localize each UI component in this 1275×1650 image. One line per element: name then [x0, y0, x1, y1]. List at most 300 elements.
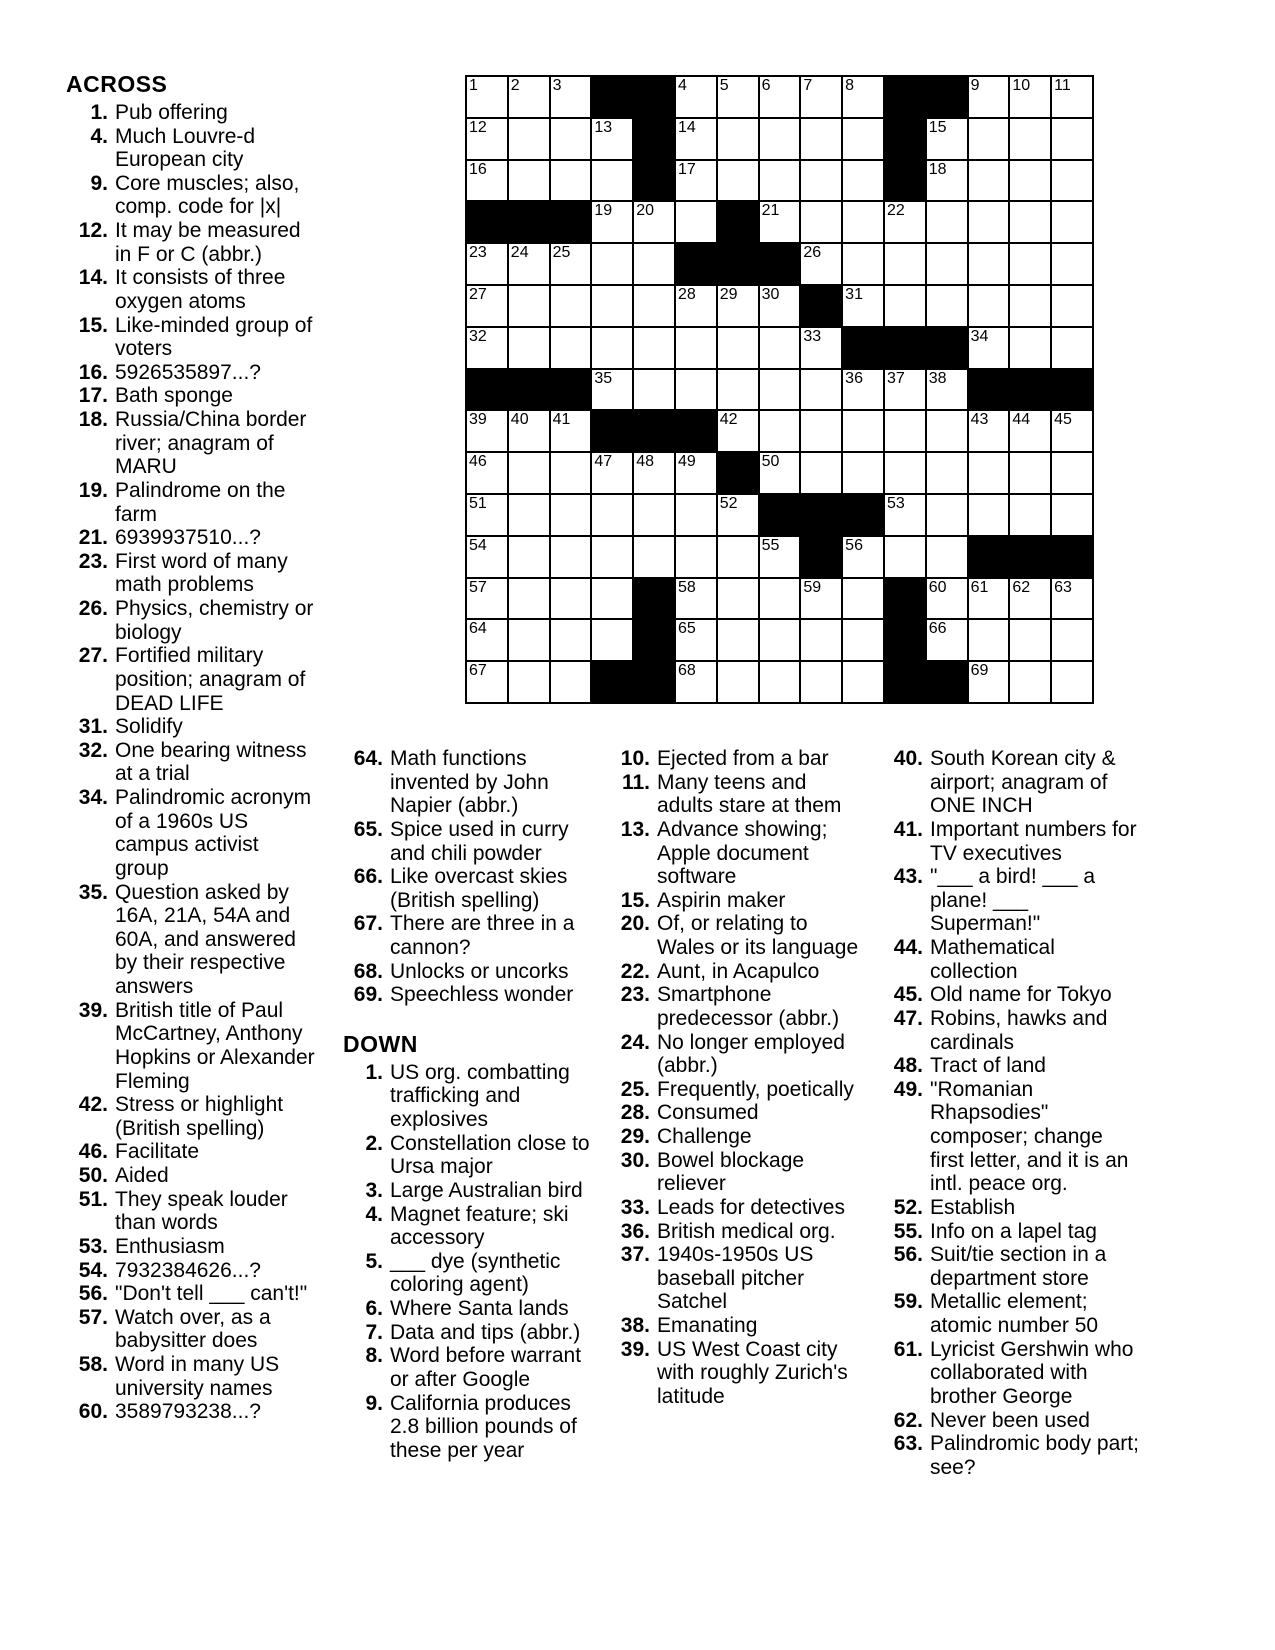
cell-r11c6[interactable]	[675, 494, 717, 536]
block-r7c12	[926, 327, 968, 369]
cell-r13c2[interactable]	[508, 578, 550, 620]
cell-number: 7	[803, 77, 813, 94]
cell-r10c3[interactable]	[550, 452, 592, 494]
cell-r6c3[interactable]	[550, 285, 592, 327]
cell-r15c13[interactable]	[968, 661, 1010, 703]
cell-r4c14[interactable]	[1009, 201, 1051, 243]
clue-text: Leads for detectives	[657, 1195, 845, 1219]
clue-number: 9.	[365, 1391, 383, 1415]
clue-text: Watch over, as a babysitter does	[115, 1305, 271, 1353]
clue-across-34	[66, 786, 318, 881]
clue-down-10	[610, 747, 862, 771]
cell-r3c15[interactable]	[1051, 160, 1093, 202]
cell-r8c5[interactable]	[633, 369, 675, 411]
cell-r13c4[interactable]	[591, 578, 633, 620]
cell-number: 54	[469, 536, 487, 554]
cell-r6c4[interactable]	[591, 285, 633, 327]
cell-r4c6[interactable]	[675, 201, 717, 243]
clue-number: 1.	[90, 100, 108, 124]
clue-text: 3589793238...?	[115, 1400, 261, 1424]
cell-r3c10[interactable]	[842, 160, 884, 202]
cell-r3c6[interactable]	[675, 160, 717, 202]
clue-text: Aunt, in Acapulco	[657, 959, 820, 983]
cell-r5c15[interactable]	[1051, 243, 1093, 285]
clue-number: 35.	[78, 880, 108, 904]
cell-r4c15[interactable]	[1051, 201, 1093, 243]
cell-r13c15[interactable]	[1051, 578, 1093, 620]
cell-r7c2[interactable]	[508, 327, 550, 369]
cell-r13c8[interactable]	[759, 578, 801, 620]
cell-r12c6[interactable]	[675, 536, 717, 578]
block-r1c4	[591, 76, 633, 118]
cell-r9c7[interactable]	[717, 410, 759, 452]
clue-number: 55.	[893, 1219, 923, 1243]
block-r3c5	[633, 160, 675, 202]
cell-r5c14[interactable]	[1009, 243, 1051, 285]
cell-r9c8[interactable]	[759, 410, 801, 452]
cell-r12c3[interactable]	[550, 536, 592, 578]
clue-text: Bath sponge	[115, 384, 233, 408]
cell-r13c12[interactable]	[926, 578, 968, 620]
cell-r5c10[interactable]	[842, 243, 884, 285]
cell-r15c10[interactable]	[842, 661, 884, 703]
cell-number: 9	[970, 77, 980, 94]
clue-text: Like-minded group of voters	[115, 313, 313, 361]
cell-r9c13[interactable]	[968, 410, 1010, 452]
cell-r3c9[interactable]	[800, 160, 842, 202]
clue-text: US org. combatting trafficking and explosives	[390, 1060, 570, 1131]
cell-r2c14[interactable]	[1009, 118, 1051, 160]
cell-number: 35	[594, 369, 613, 387]
cell-r4c9[interactable]	[800, 201, 842, 243]
clue-across-35	[66, 881, 318, 999]
clues-column-4	[883, 747, 1141, 1479]
cell-r3c3[interactable]	[550, 160, 592, 202]
cell-r14c3[interactable]	[550, 619, 592, 661]
cell-r9c15[interactable]	[1051, 410, 1093, 452]
cell-r2c10[interactable]	[842, 118, 884, 160]
clue-down-7	[343, 1321, 593, 1345]
cell-r11c3[interactable]	[550, 494, 592, 536]
cell-r14c6[interactable]	[675, 619, 717, 661]
cell-r9c9[interactable]	[800, 410, 842, 452]
cell-r5c5[interactable]	[633, 243, 675, 285]
cell-r15c7[interactable]	[717, 661, 759, 703]
block-r8c13	[968, 369, 1010, 411]
cell-r1c10[interactable]	[842, 76, 884, 118]
clue-text: They speak louder than words	[115, 1187, 288, 1235]
clue-number: 2.	[365, 1131, 383, 1155]
cell-r12c4[interactable]	[591, 536, 633, 578]
block-r5c6	[675, 243, 717, 285]
cell-number: 32	[469, 327, 487, 345]
cell-r7c8[interactable]	[759, 327, 801, 369]
cell-r4c12[interactable]	[926, 201, 968, 243]
cell-r10c6[interactable]	[675, 452, 717, 494]
clue-down-36	[610, 1220, 862, 1244]
cell-r11c7[interactable]	[717, 494, 759, 536]
cell-r3c1[interactable]	[466, 160, 508, 202]
cell-number: 64	[469, 620, 487, 638]
cell-r4c8[interactable]	[759, 201, 801, 243]
clue-number: 56.	[78, 1282, 108, 1306]
cell-r3c14[interactable]	[1009, 160, 1051, 202]
cell-r9c11[interactable]	[884, 410, 926, 452]
cell-r2c1[interactable]	[466, 118, 508, 160]
cell-r9c2[interactable]	[508, 410, 550, 452]
cell-r7c6[interactable]	[675, 327, 717, 369]
clue-across-23	[66, 550, 318, 597]
block-r2c11	[884, 118, 926, 160]
cell-r2c8[interactable]	[759, 118, 801, 160]
block-r13c11	[884, 578, 926, 620]
cell-r2c13[interactable]	[968, 118, 1010, 160]
cell-r1c7[interactable]	[717, 76, 759, 118]
cell-r2c9[interactable]	[800, 118, 842, 160]
cell-r12c10[interactable]	[842, 536, 884, 578]
cell-number: 13	[594, 118, 613, 136]
cell-number: 39	[469, 411, 487, 429]
cell-r3c2[interactable]	[508, 160, 550, 202]
clue-down-52	[883, 1196, 1141, 1220]
cell-number: 25	[552, 244, 571, 262]
cell-r15c15[interactable]	[1051, 661, 1093, 703]
cell-r10c8[interactable]	[759, 452, 801, 494]
cell-r11c1[interactable]	[466, 494, 508, 536]
cell-r5c4[interactable]	[591, 243, 633, 285]
cell-r13c14[interactable]	[1009, 578, 1051, 620]
crossword-grid	[465, 75, 1094, 704]
block-r11c8	[759, 494, 801, 536]
block-r8c15	[1051, 369, 1093, 411]
clue-text: Magnet feature; ski accessory	[390, 1202, 569, 1250]
cell-number: 45	[1054, 411, 1072, 429]
cell-r5c12[interactable]	[926, 243, 968, 285]
clue-text: Facilitate	[115, 1140, 200, 1164]
cell-r10c2[interactable]	[508, 452, 550, 494]
clue-text: Constellation close to Ursa major	[390, 1131, 590, 1179]
cell-r2c15[interactable]	[1051, 118, 1093, 160]
block-r1c11	[884, 76, 926, 118]
clue-number: 58.	[78, 1353, 108, 1376]
down-clues-list-2	[610, 747, 862, 1409]
cell-r5c11[interactable]	[884, 243, 926, 285]
cell-r7c1[interactable]	[466, 327, 508, 369]
clue-down-62	[883, 1409, 1141, 1433]
cell-r2c6[interactable]	[675, 118, 717, 160]
block-r8c3	[550, 369, 592, 411]
cell-r5c1[interactable]	[466, 243, 508, 285]
cell-r10c5[interactable]	[633, 452, 675, 494]
cell-r2c12[interactable]	[926, 118, 968, 160]
cell-r13c1[interactable]	[466, 578, 508, 620]
cell-r13c6[interactable]	[675, 578, 717, 620]
cell-number: 66	[928, 620, 947, 638]
block-r4c2	[508, 201, 550, 243]
cell-r4c10[interactable]	[842, 201, 884, 243]
cell-number: 27	[469, 285, 487, 303]
cell-r11c12[interactable]	[926, 494, 968, 536]
cell-r15c3[interactable]	[550, 661, 592, 703]
cell-r7c3[interactable]	[550, 327, 592, 369]
cell-r11c14[interactable]	[1009, 494, 1051, 536]
clue-down-3	[343, 1179, 593, 1203]
cell-r5c2[interactable]	[508, 243, 550, 285]
clue-down-4	[343, 1203, 593, 1250]
cell-r12c8[interactable]	[759, 536, 801, 578]
cell-r8c10[interactable]	[842, 369, 884, 411]
cell-number: 41	[552, 411, 571, 429]
cell-r11c11[interactable]	[884, 494, 926, 536]
cell-number: 34	[970, 327, 989, 345]
cell-r3c12[interactable]	[926, 160, 968, 202]
cell-number: 15	[928, 118, 947, 136]
block-r13c5	[633, 578, 675, 620]
block-r4c7	[717, 201, 759, 243]
cell-r2c3[interactable]	[550, 118, 592, 160]
cell-number: 46	[469, 453, 487, 471]
clue-down-55	[883, 1220, 1141, 1244]
cell-r15c1[interactable]	[466, 661, 508, 703]
clue-text: Palindromic acronym of a 1960s US campus activist group	[115, 786, 312, 880]
cell-r13c10[interactable]	[842, 578, 884, 620]
clue-down-20	[610, 912, 862, 959]
clue-text: Data and tips (abbr.)	[390, 1320, 581, 1344]
cell-r7c7[interactable]	[717, 327, 759, 369]
clue-text: Never been used	[930, 1408, 1090, 1432]
cell-r6c2[interactable]	[508, 285, 550, 327]
cell-number: 67	[469, 662, 487, 680]
cell-r8c11[interactable]	[884, 369, 926, 411]
cell-r8c4[interactable]	[591, 369, 633, 411]
cell-r7c9[interactable]	[800, 327, 842, 369]
cell-r6c7[interactable]	[717, 285, 759, 327]
clue-number: 20.	[620, 912, 650, 936]
cell-r3c8[interactable]	[759, 160, 801, 202]
cell-r1c8[interactable]	[759, 76, 801, 118]
cell-number: 17	[677, 160, 696, 178]
cell-r7c4[interactable]	[591, 327, 633, 369]
clue-down-33	[610, 1196, 862, 1220]
cell-r9c14[interactable]	[1009, 410, 1051, 452]
cell-r4c13[interactable]	[968, 201, 1010, 243]
cell-r1c1[interactable]	[466, 76, 508, 118]
clue-down-30	[610, 1149, 862, 1196]
cell-r1c9[interactable]	[800, 76, 842, 118]
cell-r6c8[interactable]	[759, 285, 801, 327]
clue-text: Russia/China border river; anagram of MARU	[115, 408, 307, 479]
clue-number: 14.	[78, 266, 108, 290]
clue-text: Many teens and adults stare at them	[657, 770, 842, 818]
cell-r1c13[interactable]	[968, 76, 1010, 118]
cell-number: 18	[928, 160, 947, 178]
cell-r10c4[interactable]	[591, 452, 633, 494]
cell-r6c13[interactable]	[968, 285, 1010, 327]
clue-text: Smartphone predecessor (abbr.)	[657, 983, 840, 1030]
clue-down-39	[610, 1338, 862, 1409]
cell-number: 1	[469, 77, 478, 94]
cell-r12c2[interactable]	[508, 536, 550, 578]
cell-r1c6[interactable]	[675, 76, 717, 118]
cell-r13c9[interactable]	[800, 578, 842, 620]
clue-text: Ejected from a bar	[657, 747, 829, 770]
cell-r10c14[interactable]	[1009, 452, 1051, 494]
cell-r7c5[interactable]	[633, 327, 675, 369]
cell-r10c15[interactable]	[1051, 452, 1093, 494]
clue-number: 46.	[78, 1140, 108, 1164]
cell-r14c7[interactable]	[717, 619, 759, 661]
cell-number: 48	[636, 453, 654, 471]
clue-number: 33.	[620, 1195, 650, 1219]
cell-r10c9[interactable]	[800, 452, 842, 494]
cell-r9c12[interactable]	[926, 410, 968, 452]
cell-r10c10[interactable]	[842, 452, 884, 494]
clue-number: 34.	[78, 786, 108, 809]
clue-number: 13.	[620, 817, 650, 841]
cell-r6c15[interactable]	[1051, 285, 1093, 327]
across-clues-list-2	[343, 747, 593, 1007]
cell-r12c5[interactable]	[633, 536, 675, 578]
cell-number: 53	[886, 494, 905, 512]
clue-text: Fortified military position; anagram of DEAD LIFE	[115, 644, 306, 715]
cell-r14c1[interactable]	[466, 619, 508, 661]
cell-r2c7[interactable]	[717, 118, 759, 160]
cell-r3c7[interactable]	[717, 160, 759, 202]
clue-number: 4.	[365, 1202, 383, 1226]
cell-r8c12[interactable]	[926, 369, 968, 411]
block-r6c9	[800, 285, 842, 327]
clue-text: Core muscles; also, comp. code for |x|	[115, 171, 300, 219]
cell-r7c14[interactable]	[1009, 327, 1051, 369]
cell-r5c9[interactable]	[800, 243, 842, 285]
cell-r8c8[interactable]	[759, 369, 801, 411]
cell-r14c14[interactable]	[1009, 619, 1051, 661]
cell-number: 14	[677, 118, 696, 136]
cell-r14c13[interactable]	[968, 619, 1010, 661]
cell-number: 56	[845, 536, 863, 554]
cell-r10c12[interactable]	[926, 452, 968, 494]
cell-number: 31	[845, 285, 863, 303]
cell-number: 60	[928, 578, 947, 596]
cell-r15c2[interactable]	[508, 661, 550, 703]
cell-r5c3[interactable]	[550, 243, 592, 285]
clue-across-26	[66, 597, 318, 644]
cell-r6c11[interactable]	[884, 285, 926, 327]
cell-r12c1[interactable]	[466, 536, 508, 578]
clue-across-16	[66, 361, 318, 385]
cell-r13c7[interactable]	[717, 578, 759, 620]
cell-r6c14[interactable]	[1009, 285, 1051, 327]
cell-r9c1[interactable]	[466, 410, 508, 452]
cell-r10c13[interactable]	[968, 452, 1010, 494]
cell-r9c3[interactable]	[550, 410, 592, 452]
cell-r8c6[interactable]	[675, 369, 717, 411]
cell-r12c11[interactable]	[884, 536, 926, 578]
cell-number: 20	[636, 202, 654, 220]
clue-down-25	[610, 1078, 862, 1102]
clue-number: 26.	[78, 597, 108, 620]
cell-r15c6[interactable]	[675, 661, 717, 703]
cell-r11c5[interactable]	[633, 494, 675, 536]
cell-r8c9[interactable]	[800, 369, 842, 411]
cell-r10c1[interactable]	[466, 452, 508, 494]
clue-text: Mathematical collection	[930, 936, 1055, 983]
cell-r9c10[interactable]	[842, 410, 884, 452]
down-clues-list-3	[883, 747, 1141, 1479]
cell-r6c6[interactable]	[675, 285, 717, 327]
cell-r12c7[interactable]	[717, 536, 759, 578]
cell-r6c10[interactable]	[842, 285, 884, 327]
cell-r1c2[interactable]	[508, 76, 550, 118]
cell-r6c1[interactable]	[466, 285, 508, 327]
clue-number: 16.	[78, 360, 108, 384]
cell-r1c14[interactable]	[1009, 76, 1051, 118]
cell-r11c15[interactable]	[1051, 494, 1093, 536]
cell-r14c10[interactable]	[842, 619, 884, 661]
cell-number: 23	[469, 244, 487, 262]
cell-r14c9[interactable]	[800, 619, 842, 661]
cell-r15c14[interactable]	[1009, 661, 1051, 703]
cell-r14c8[interactable]	[759, 619, 801, 661]
cell-r14c4[interactable]	[591, 619, 633, 661]
clue-number: 68.	[353, 959, 383, 983]
cell-r7c13[interactable]	[968, 327, 1010, 369]
cell-number: 28	[677, 285, 696, 303]
cell-number: 6	[761, 77, 771, 94]
cell-number: 11	[1054, 77, 1071, 94]
cell-r15c9[interactable]	[800, 661, 842, 703]
cell-r15c8[interactable]	[759, 661, 801, 703]
cell-number: 16	[469, 160, 487, 178]
clue-text: 6939937510...?	[115, 526, 261, 550]
clue-text: "Romanian Rhapsodies" composer; change first letter, and it is an intl. peace org.	[930, 1077, 1129, 1196]
cell-r5c13[interactable]	[968, 243, 1010, 285]
clue-text: Pub offering	[115, 100, 228, 124]
cell-r13c3[interactable]	[550, 578, 592, 620]
cell-r4c5[interactable]	[633, 201, 675, 243]
block-r3c11	[884, 160, 926, 202]
cell-r14c12[interactable]	[926, 619, 968, 661]
cell-r12c12[interactable]	[926, 536, 968, 578]
cell-number: 19	[594, 202, 613, 220]
clue-text: Aided	[115, 1164, 169, 1187]
cell-r6c12[interactable]	[926, 285, 968, 327]
cell-r8c7[interactable]	[717, 369, 759, 411]
cell-r6c5[interactable]	[633, 285, 675, 327]
cell-r11c13[interactable]	[968, 494, 1010, 536]
cell-r3c4[interactable]	[591, 160, 633, 202]
cell-number: 51	[469, 494, 487, 512]
cell-r7c15[interactable]	[1051, 327, 1093, 369]
cell-r2c4[interactable]	[591, 118, 633, 160]
cell-r4c4[interactable]	[591, 201, 633, 243]
cell-r1c15[interactable]	[1051, 76, 1093, 118]
cell-r2c2[interactable]	[508, 118, 550, 160]
cell-r3c13[interactable]	[968, 160, 1010, 202]
clue-text: Advance showing; Apple document software	[657, 817, 828, 889]
cell-r11c4[interactable]	[591, 494, 633, 536]
cell-r1c3[interactable]	[550, 76, 592, 118]
cell-r11c2[interactable]	[508, 494, 550, 536]
clue-text: British medical org.	[657, 1219, 836, 1243]
cell-r10c11[interactable]	[884, 452, 926, 494]
cell-r14c2[interactable]	[508, 619, 550, 661]
cell-r13c13[interactable]	[968, 578, 1010, 620]
cell-r14c15[interactable]	[1051, 619, 1093, 661]
clue-down-22	[610, 960, 862, 984]
clue-text: ___ dye (synthetic coloring agent)	[390, 1249, 561, 1297]
cell-r4c11[interactable]	[884, 201, 926, 243]
